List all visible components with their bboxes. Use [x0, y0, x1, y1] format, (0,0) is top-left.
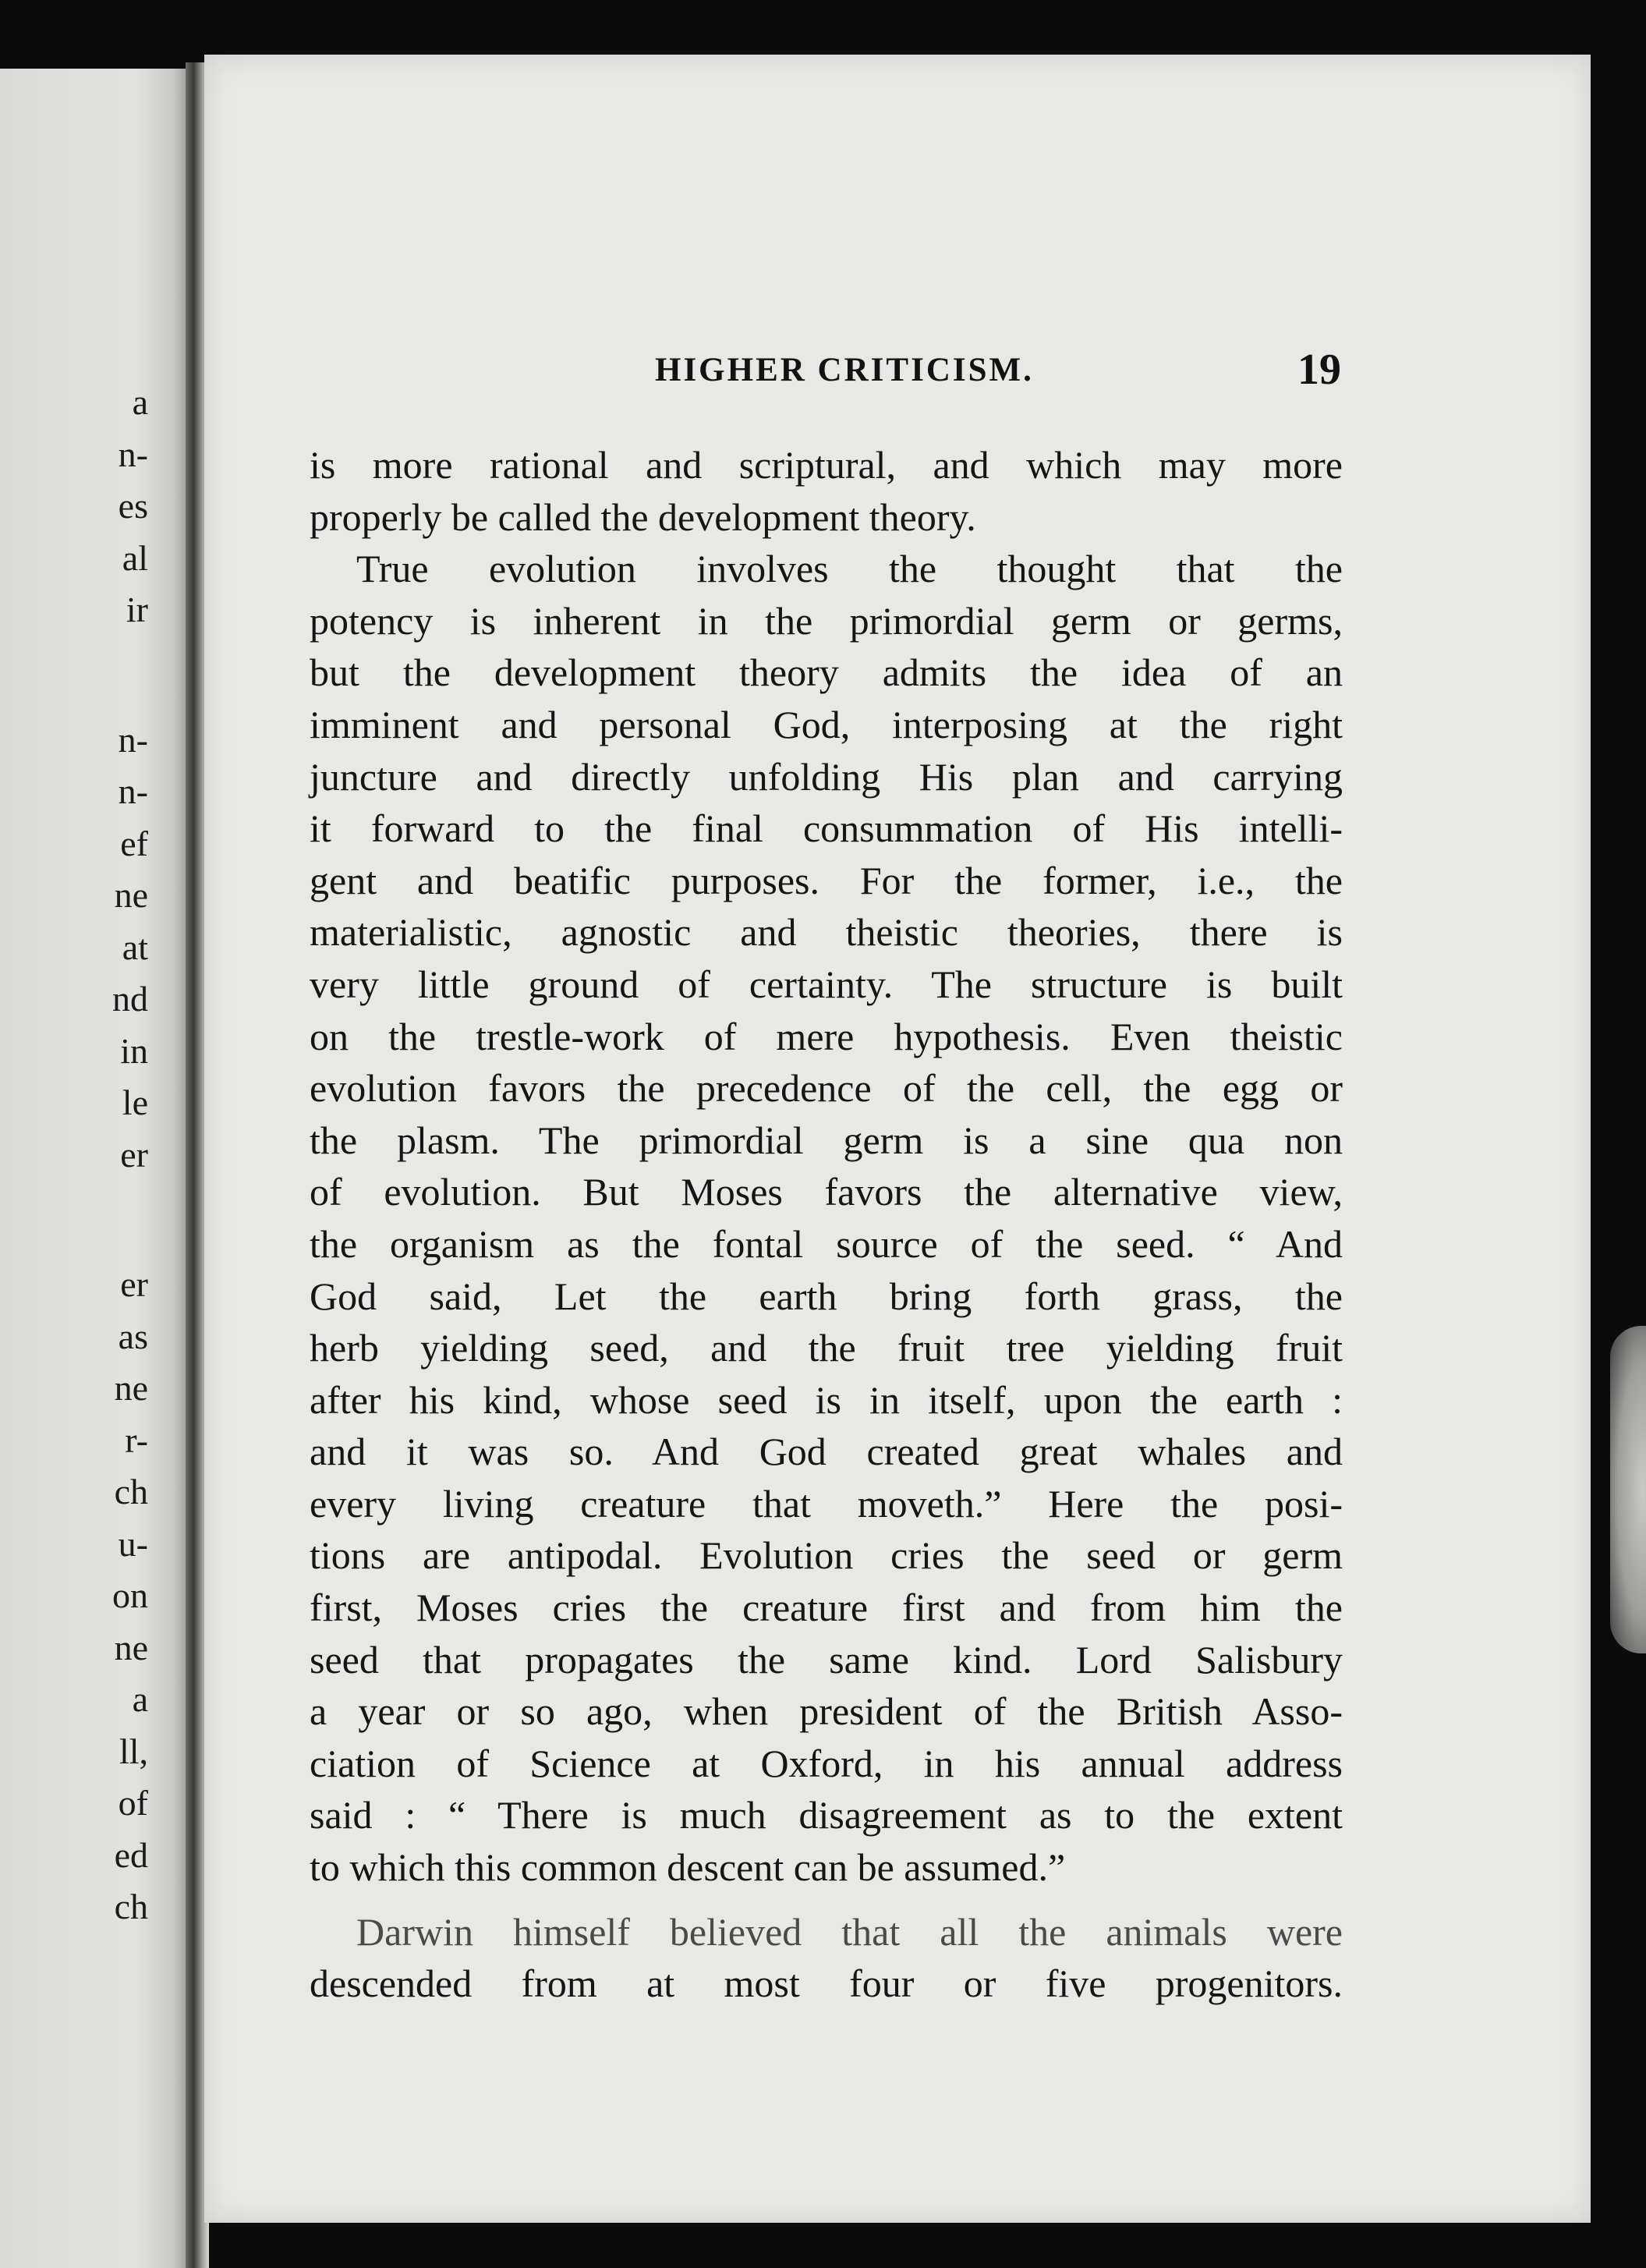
facing-fragment: ch	[114, 1472, 148, 1511]
text-line: after his kind, whose seed is in itself, upon the earth :	[310, 1377, 1343, 1422]
text-line: materialistic, agnostic and theistic theories, there is	[310, 910, 1343, 955]
facing-fragment: ir	[126, 590, 148, 629]
text-line: tions are antipodal. Evolution cries the seed or germ	[310, 1533, 1343, 1578]
facing-fragment: nd	[112, 979, 148, 1019]
facing-fragment: ed	[114, 1834, 148, 1875]
facing-page-edge	[0, 69, 193, 2268]
text-line: Darwin himself believed that all the animals were	[356, 1909, 1343, 1954]
text-line: properly be called the development theory.	[310, 494, 976, 539]
text-line: first, Moses cries the creature first and from him the	[310, 1586, 1343, 1630]
facing-fragment	[0, 1181, 193, 1259]
facing-fragment: er	[120, 1264, 148, 1304]
body-text	[310, 439, 1343, 2010]
facing-fragment: ne	[114, 1627, 148, 1667]
facing-fragment: of	[118, 1783, 148, 1823]
text-line: and it was so. And God created great whales and	[310, 1430, 1343, 1474]
text-line: said : “ There is much disagreement as to the extent	[310, 1793, 1343, 1837]
text-line: God said, Let the earth bring forth grass, the	[310, 1274, 1343, 1318]
facing-fragment: u-	[118, 1523, 148, 1564]
text-line: True evolution involves the thought that the	[356, 547, 1343, 591]
facing-fragment: in	[120, 1030, 148, 1071]
facing-fragment: as	[118, 1316, 148, 1356]
text-line: the plasm. The primordial germ is a sine qua non	[310, 1118, 1343, 1162]
text-line: evolution favors the precedence of the cell, the egg or	[310, 1066, 1343, 1111]
running-title: HIGHER CRITICISM.	[655, 352, 1034, 388]
text-line: every living creature that moveth.” Here the posi-	[310, 1481, 1343, 1526]
facing-fragment: ch	[114, 1887, 148, 1926]
facing-fragment: r-	[125, 1419, 148, 1460]
text-line: a year or so ago, when president of the British Asso-	[310, 1689, 1343, 1734]
text-line: juncture and directly unfolding His plan and carrying	[310, 754, 1343, 799]
text-line: potency is inherent in the primordial germ or germs,	[310, 598, 1343, 643]
facing-fragment: a	[132, 1679, 148, 1719]
text-line: it forward to the final consummation of His intelli-	[310, 806, 1343, 851]
text-line: descended from at most four or five progenitors.	[310, 1961, 1343, 2006]
text-line: gent and beatific purposes. For the former, i.e., the	[310, 858, 1343, 902]
page-number: 19	[1297, 346, 1341, 394]
text-line: of evolution. But Moses favors the alternative view,	[310, 1170, 1343, 1214]
scan-edge-artifact	[1610, 1326, 1646, 1653]
facing-fragment: n-	[118, 719, 148, 760]
facing-fragment	[0, 636, 193, 714]
text-line: on the trestle-work of mere hypothesis. Even theistic	[310, 1014, 1343, 1058]
facing-fragment: at	[122, 927, 148, 967]
facing-fragment: al	[122, 537, 148, 578]
facing-fragment: ne	[114, 875, 148, 915]
text-line: ciation of Science at Oxford, in his annual address	[310, 1741, 1343, 1785]
text-line: the organism as the fontal source of the seed. “ And	[310, 1221, 1343, 1266]
facing-fragment: le	[122, 1083, 148, 1122]
facing-fragment: er	[120, 1134, 148, 1175]
text-line: is more rational and scriptural, and which may more	[310, 443, 1343, 487]
text-line: very little ground of certainty. The structure is built	[310, 962, 1343, 1006]
facing-fragment: on	[112, 1575, 148, 1615]
text-line: herb yielding seed, and the fruit tree yielding fruit	[310, 1326, 1343, 1370]
text-line: to which this common descent can be assumed.”	[310, 1845, 1066, 1890]
facing-fragment: ll,	[119, 1731, 148, 1771]
facing-fragment: n-	[118, 434, 148, 474]
facing-fragment: n-	[118, 771, 148, 811]
text-line: imminent and personal God, interposing at the right	[310, 702, 1343, 746]
text-line: seed that propagates the same kind. Lord Salisbury	[310, 1637, 1343, 1682]
facing-page-line-fragments	[0, 377, 193, 1933]
book-page	[204, 55, 1592, 2223]
facing-fragment: ef	[120, 823, 148, 863]
facing-fragment: es	[118, 486, 148, 526]
facing-fragment: ne	[114, 1368, 148, 1408]
facing-fragment: a	[132, 382, 148, 422]
scan-right-border	[1591, 47, 1646, 2268]
running-head	[204, 345, 1592, 399]
text-line: but the development theory admits the idea of an	[310, 650, 1343, 695]
